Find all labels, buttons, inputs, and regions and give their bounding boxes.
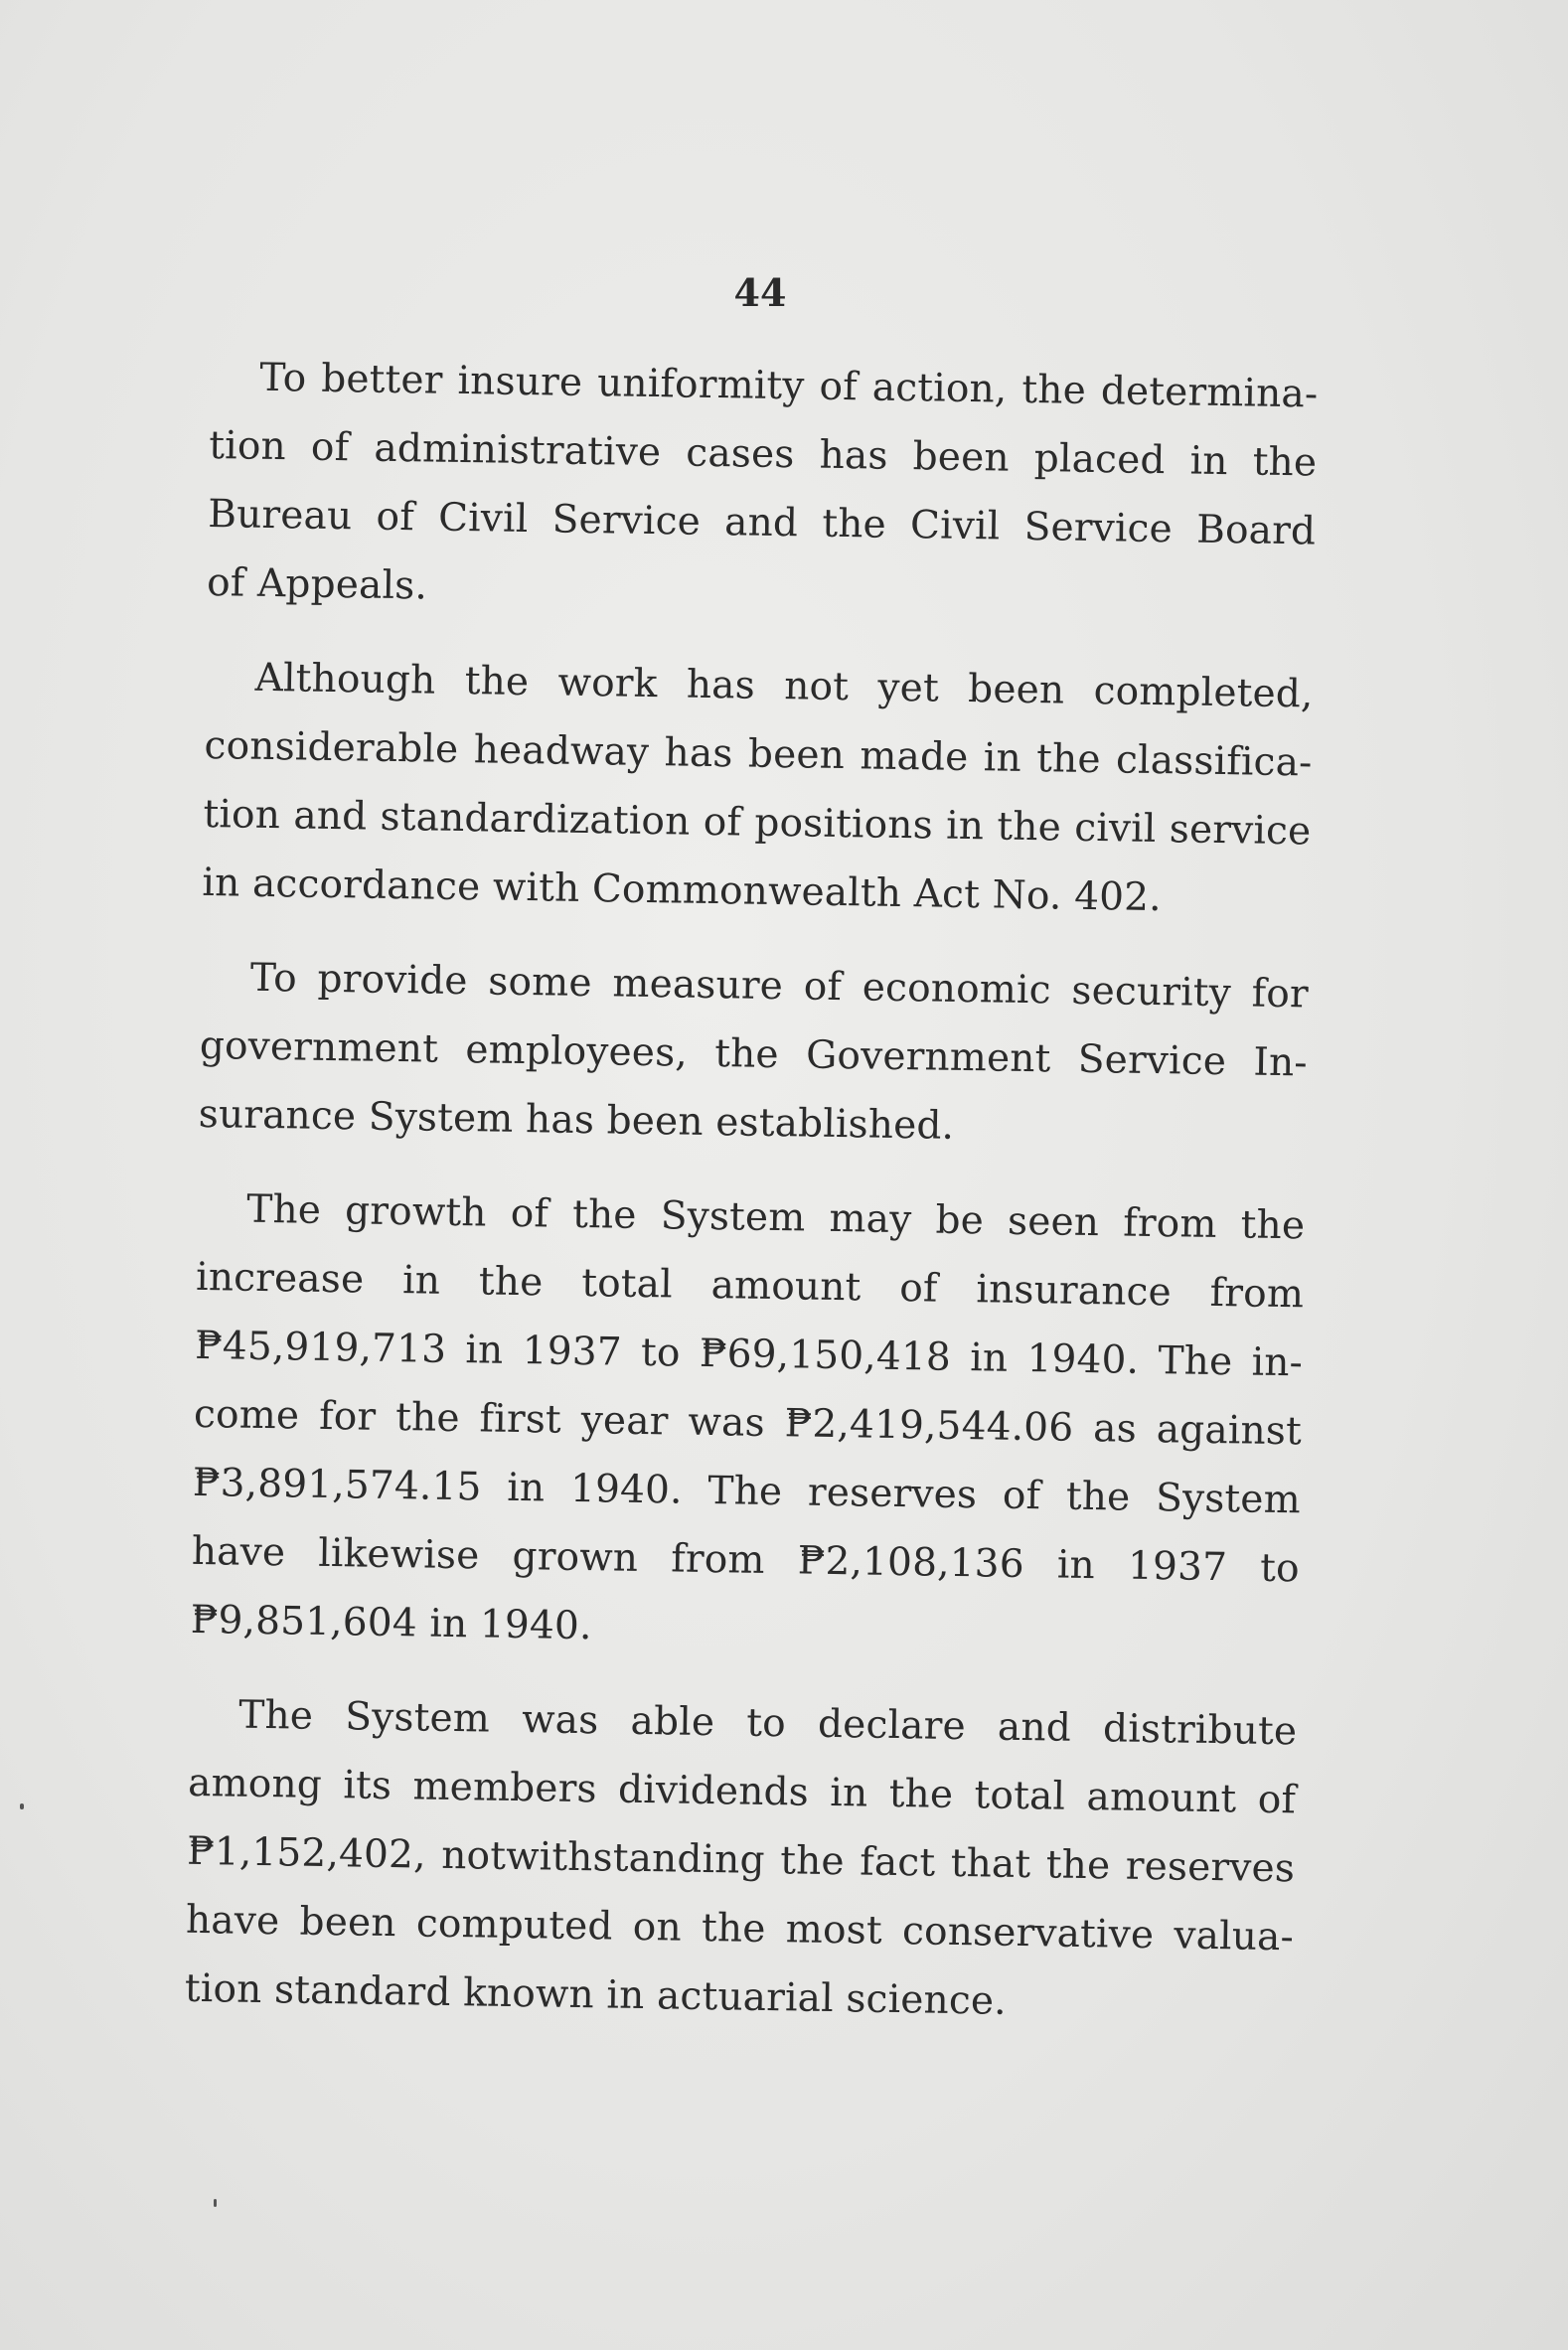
text-line: surance System has been established.: [198, 1091, 955, 1149]
text-line: of Appeals.: [206, 559, 428, 609]
text-line: tion and standardization of positions in the civil service: [203, 791, 1312, 855]
text-line: have been computed on the most conservative valua-: [185, 1897, 1295, 1960]
body-text: [184, 343, 1319, 2066]
text-line: To provide some measure of economic security for: [249, 955, 1310, 1018]
text-line: government employees, the Government Service In-: [199, 1022, 1309, 1086]
text-line: tion of administrative cases has been placed in the: [209, 422, 1318, 486]
paragraph-classification: [202, 643, 1314, 934]
paragraph-system-growth: [190, 1175, 1305, 1671]
text-line: ₱1,152,402, notwithstanding the fact that the reserves: [186, 1828, 1296, 1892]
text-line: ₱45,919,713 in 1937 to ₱69,150,418 in 1940. The in-: [194, 1323, 1304, 1386]
text-line: Bureau of Civil Service and the Civil Service Board: [207, 491, 1317, 554]
text-line: among its members dividends in the total amount of: [187, 1760, 1297, 1823]
text-line: Although the work has not yet been completed,: [254, 655, 1314, 717]
text-line: tion standard known in actuarial science.: [184, 1965, 1008, 2024]
text-line: have likewise grown from ₱2,108,136 in 1937 to: [191, 1528, 1301, 1592]
paper-speck: [20, 1803, 24, 1809]
text-line: The growth of the System may be seen from the: [245, 1186, 1306, 1249]
text-line: increase in the total amount of insurance from: [195, 1254, 1305, 1318]
text-line: The System was able to declare and distribute: [237, 1692, 1298, 1755]
text-line: ₱3,891,574.15 in 1940. The reserves of the System: [192, 1460, 1302, 1523]
paper-speck: [214, 2199, 217, 2207]
paragraph-economic-security: [198, 943, 1309, 1166]
text-line: To better insure uniformity of action, the determina-: [259, 355, 1319, 417]
paragraph-dividends: [184, 1680, 1297, 2040]
page-number: 44: [733, 270, 787, 315]
text-line: come for the first year was ₱2,419,544.06 as against: [193, 1391, 1303, 1455]
text-line: ₱9,851,604 in 1940.: [190, 1597, 592, 1649]
text-line: in accordance with Commonwealth Act No. 402.: [202, 860, 1163, 921]
text-line: considerable headway has been made in the classifica-: [204, 722, 1313, 786]
paragraph-administrative-cases: [207, 343, 1319, 634]
